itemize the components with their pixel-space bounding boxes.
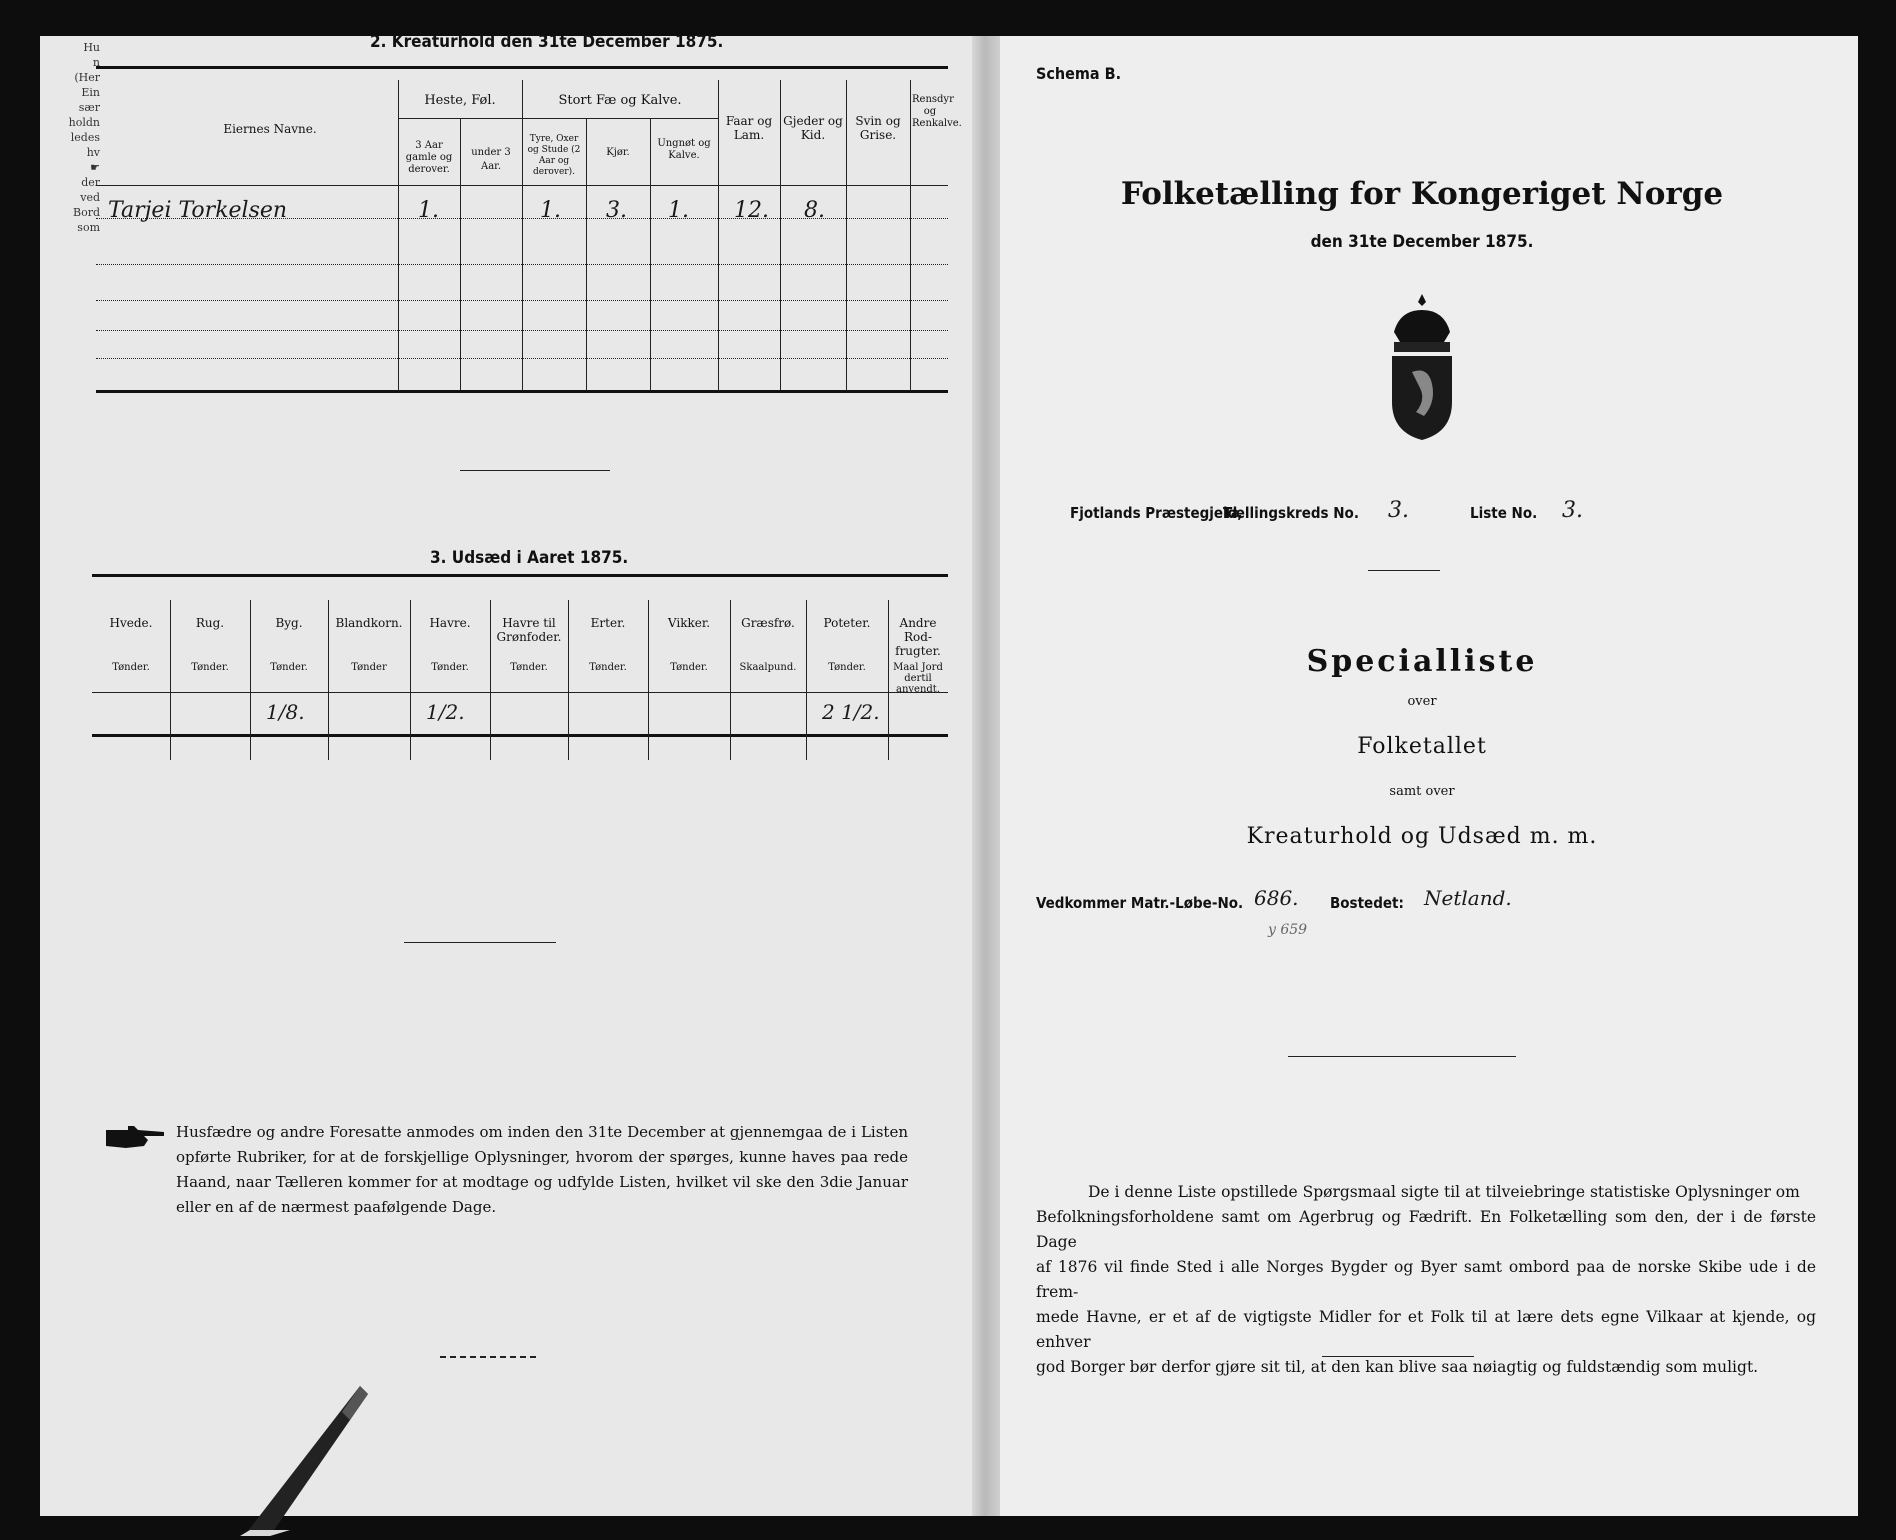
matr-label: Vedkommer Matr.-Løbe-No. bbox=[1036, 894, 1244, 912]
margin-strip-text: der bbox=[81, 176, 100, 189]
margin-strip-text: (Her bbox=[74, 71, 100, 84]
col-divider bbox=[718, 80, 719, 390]
stort-group-rule bbox=[522, 118, 718, 119]
col-divider bbox=[460, 118, 461, 390]
district-label: Tællingskreds No. bbox=[1223, 504, 1359, 522]
udsaed-col-label: Vikker. bbox=[667, 616, 711, 630]
separator-rule bbox=[460, 470, 610, 471]
margin-strip-text: ledes bbox=[70, 131, 100, 144]
udsaed-col-label: Andre Rod-frugter. bbox=[895, 616, 941, 658]
udsaed-col-value: 1/8. bbox=[266, 700, 305, 724]
book-gutter bbox=[972, 36, 1000, 1516]
udsaed-col-divider bbox=[888, 600, 889, 760]
tyre-value: 1. bbox=[540, 198, 561, 223]
owner-name: Tarjei Torkelsen bbox=[108, 198, 288, 223]
udsaed-col-label: Rug. bbox=[195, 616, 225, 630]
bosted-value: Netland. bbox=[1424, 886, 1512, 910]
udsaed-col-value: 2 1/2. bbox=[822, 700, 880, 724]
udsaed-col-unit: Tønder. bbox=[112, 662, 150, 673]
margin-strip-text: ☛ bbox=[90, 161, 100, 174]
table3-header-rule bbox=[92, 692, 948, 693]
heste-a-value: 1. bbox=[418, 198, 439, 223]
heste-b-header: under 3 Aar. bbox=[471, 147, 511, 172]
udsaed-col-unit: Tønder. bbox=[670, 662, 708, 673]
col-divider bbox=[398, 80, 399, 390]
margin-strip-text: ved bbox=[80, 191, 100, 204]
udsaed-col-divider bbox=[328, 600, 329, 760]
paragraph-line: god Borger bør derfor gjøre sit til, at den kan blive saa nøiagtig og fuldstændig som muligt. bbox=[1036, 1358, 1759, 1376]
kjor-value: 3. bbox=[606, 198, 627, 223]
separator-rule bbox=[1288, 1056, 1516, 1057]
heste-a-header: 3 Aar gamle og derover. bbox=[405, 140, 453, 175]
faar-value: 12. bbox=[734, 198, 769, 223]
section3-title: 3. Udsæd i Aaret 1875. bbox=[430, 548, 629, 568]
folketallet-label: Folketallet bbox=[1357, 734, 1487, 759]
col-divider bbox=[846, 80, 847, 390]
pointing-hand-icon bbox=[104, 1124, 168, 1152]
table2-top-rule bbox=[96, 66, 948, 69]
col-divider bbox=[522, 80, 523, 390]
udsaed-col-unit: Tønder. bbox=[431, 662, 469, 673]
owner-header: Eiernes Navne. bbox=[223, 122, 317, 136]
udsaed-col-label: Havre. bbox=[429, 616, 471, 630]
census-date: den 31te December 1875. bbox=[1310, 232, 1534, 252]
matr-note: y 659 bbox=[1268, 922, 1308, 938]
udsaed-col-label: Byg. bbox=[275, 616, 303, 630]
norwegian-coat-of-arms-icon bbox=[1372, 292, 1472, 442]
svin-header: Svin og Grise. bbox=[855, 114, 901, 142]
specialliste-title: Specialliste bbox=[1306, 644, 1538, 679]
col-divider bbox=[910, 80, 911, 390]
paragraph-line: De i denne Liste opstillede Spørgsmaal sigte til at tilveiebringe statistiske Oplysninger om bbox=[1088, 1183, 1800, 1201]
margin-strip-text: hv bbox=[86, 146, 100, 159]
margin-strip-text: Hu bbox=[83, 41, 100, 54]
margin-strip-text: som bbox=[77, 221, 100, 234]
gjeder-header: Gjeder og Kid. bbox=[783, 114, 843, 142]
udsaed-col-divider bbox=[648, 600, 649, 760]
rensdyr-header: Rensdyr og Renkalve. bbox=[912, 94, 962, 129]
udsaed-col-unit: Tønder bbox=[351, 662, 387, 673]
form-title: Folketælling for Kongeriget Norge bbox=[1120, 176, 1724, 212]
tyre-header: Tyre, Oxer og Stude (2 Aar og derover). bbox=[527, 134, 581, 177]
bosted-label: Bostedet: bbox=[1330, 894, 1404, 912]
separator-rule bbox=[1368, 570, 1440, 571]
stort-group-header: Stort Fæ og Kalve. bbox=[558, 93, 682, 108]
udsaed-col-divider bbox=[490, 600, 491, 760]
paragraph-line: af 1876 vil finde Sted i alle Norges Bygder og Byer samt ombord paa de norske Skibe ude i de frem- bbox=[1036, 1258, 1816, 1301]
col-divider bbox=[780, 80, 781, 390]
udsaed-col-unit: Tønder. bbox=[191, 662, 229, 673]
ungnot-value: 1. bbox=[668, 198, 689, 223]
udsaed-col-divider bbox=[730, 600, 731, 760]
notice-text: Husfædre og andre Foresatte anmodes om inden den 31te December at gjennemgaa de i Listen opførte Rubriker, for at de forskjellige Oplysninger, hvorom der spørges, kunne haves paa rede Haand, naar Tælleren kommer for at modtage og udfylde Listen, hvilket vil ske den 3die Januar eller en af de nærmest paafølgende Dage. bbox=[176, 1123, 908, 1216]
udsaed-col-unit: Tønder. bbox=[589, 662, 627, 673]
heste-group-header: Heste, Føl. bbox=[424, 93, 496, 108]
udsaed-col-label: Poteter. bbox=[823, 616, 871, 630]
samt-over-label: samt over bbox=[1389, 784, 1455, 799]
udsaed-col-label: Blandkorn. bbox=[335, 616, 403, 630]
udsaed-col-divider bbox=[806, 600, 807, 760]
udsaed-col-divider bbox=[250, 600, 251, 760]
margin-strip-text: Bord bbox=[72, 206, 100, 219]
margin-strip-text: Ein bbox=[81, 86, 100, 99]
parish-label: Fjotlands Præstegjeld, bbox=[1070, 504, 1243, 522]
over-label: over bbox=[1407, 694, 1437, 709]
district-value: 3. bbox=[1388, 498, 1409, 523]
paragraph-line: mede Havne, er et af de vigtigste Midler for et Folk til at lære dets egne Vilkaar at kjende, og enhver bbox=[1036, 1308, 1816, 1351]
udsaed-col-divider bbox=[410, 600, 411, 760]
matr-value: 686. bbox=[1254, 886, 1299, 910]
udsaed-col-value: 1/2. bbox=[426, 700, 465, 724]
udsaed-col-unit: Skaalpund. bbox=[739, 662, 797, 673]
section2-title: 2. Kreaturhold den 31te December 1875. bbox=[370, 32, 724, 52]
col-divider bbox=[586, 118, 587, 390]
separator-rule bbox=[404, 942, 556, 943]
gjeder-value: 8. bbox=[804, 198, 825, 223]
udsaed-col-label: Erter. bbox=[590, 616, 626, 630]
info-paragraph bbox=[1036, 1180, 1816, 1380]
kreaturhold-label: Kreaturhold og Udsæd m. m. bbox=[1246, 824, 1598, 849]
udsaed-col-label: Hvede. bbox=[109, 616, 153, 630]
table2-bottom-rule bbox=[96, 390, 948, 393]
margin-strip-text: n bbox=[92, 56, 100, 69]
udsaed-col-divider bbox=[170, 600, 171, 760]
ungnot-header: Ungnøt og Kalve. bbox=[657, 138, 711, 161]
table3-bottom-rule bbox=[92, 734, 948, 737]
separator-rule bbox=[1322, 1356, 1474, 1357]
margin-strip bbox=[44, 40, 100, 340]
table3-top-rule bbox=[92, 574, 948, 577]
udsaed-col-divider bbox=[568, 600, 569, 760]
separator-rule bbox=[440, 1356, 536, 1358]
kjor-header: Kjør. bbox=[606, 147, 630, 158]
udsaed-col-unit: Tønder. bbox=[270, 662, 308, 673]
pen-tip bbox=[230, 1380, 380, 1536]
col-divider bbox=[650, 118, 651, 390]
paragraph-line: Befolkningsforholdene samt om Agerbrug og Fædrift. En Folketælling som den, der i de første Dage bbox=[1036, 1208, 1816, 1251]
udsaed-col-label: Havre til Grønfoder. bbox=[496, 616, 562, 644]
udsaed-col-unit: Maal Jord dertil anvendt. bbox=[893, 662, 943, 695]
faar-header: Faar og Lam. bbox=[725, 114, 773, 142]
list-label: Liste No. bbox=[1470, 504, 1538, 522]
list-value: 3. bbox=[1562, 498, 1583, 523]
udsaed-col-unit: Tønder. bbox=[828, 662, 866, 673]
margin-strip-text: holdn bbox=[68, 116, 100, 129]
udsaed-col-unit: Tønder. bbox=[510, 662, 548, 673]
margin-strip-text: sær bbox=[78, 101, 100, 114]
udsaed-col-label: Græsfrø. bbox=[741, 616, 795, 630]
schema-label: Schema B. bbox=[1036, 64, 1122, 83]
